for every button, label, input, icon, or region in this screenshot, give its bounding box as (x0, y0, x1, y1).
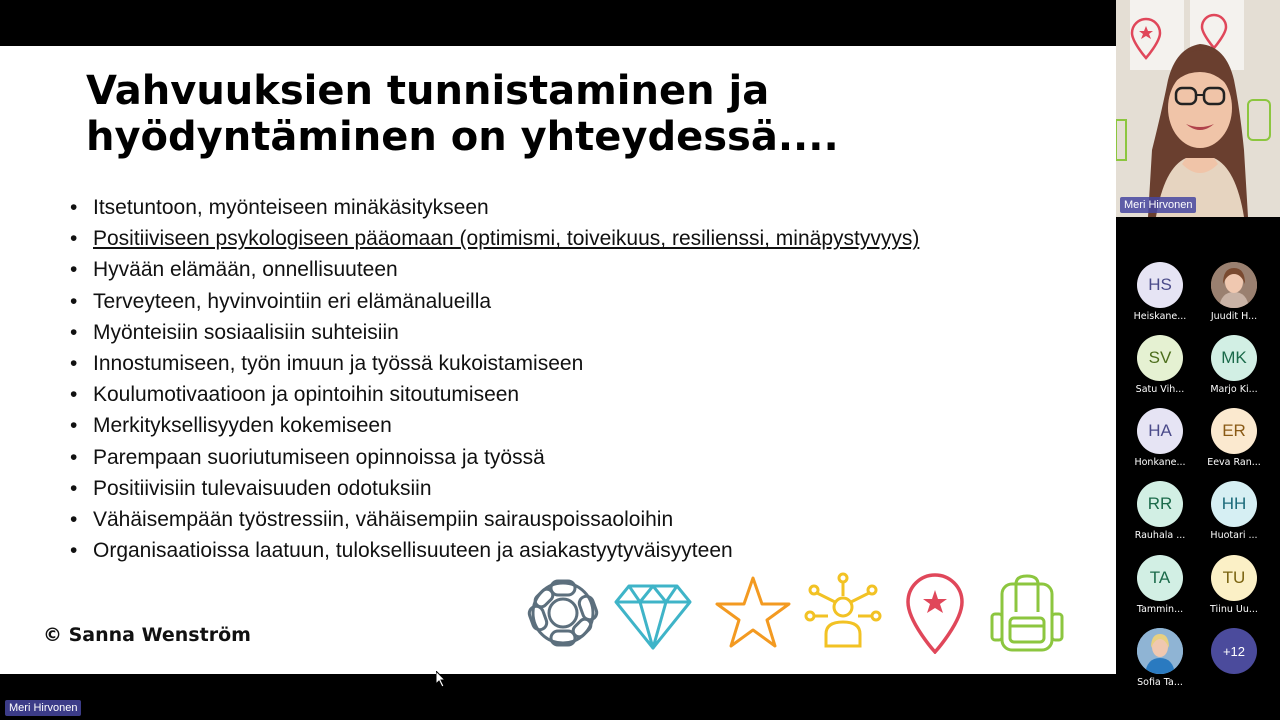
participant-avatar-photo (1211, 262, 1257, 308)
participant-avatar: TU (1211, 555, 1257, 601)
participant-avatar: TA (1137, 555, 1183, 601)
bullet-item: • Merkityksellisyyden kokemiseen (70, 410, 919, 441)
participant-avatar: SV (1137, 335, 1183, 381)
participant-avatar: HS (1137, 262, 1183, 308)
slide-title-line-1: Vahvuuksien tunnistaminen ja (86, 68, 770, 114)
participant-avatar: HH (1211, 481, 1257, 527)
bullet-item: • Myönteisiin sosiaalisiin suhteisiin (70, 317, 919, 348)
participants-panel (1116, 0, 1280, 720)
participant-name: Heiskane... (1133, 311, 1187, 322)
participant-name: Honkane... (1134, 457, 1186, 468)
participant-avatar: MK (1211, 335, 1257, 381)
presentation-slide (0, 46, 1116, 674)
participant-name: Rauhala ... (1134, 530, 1186, 541)
participant-avatar-photo (1137, 628, 1183, 674)
participant-tile[interactable] (1125, 555, 1195, 619)
backpack-icon (988, 572, 1066, 654)
copyright-text: © Sanna Wenström (43, 624, 251, 646)
participant-name: Juudit H... (1210, 311, 1258, 322)
bullet-item: • Positiivisiin tulevaisuuden odotuksiin (70, 473, 919, 504)
participant-tile[interactable] (1199, 481, 1269, 545)
bullet-item: • Vähäisempään työstressiin, vähäisempiin sairauspoissaoloihin (70, 504, 919, 535)
person-network-icon (804, 572, 882, 654)
bullet-item: • Innostumiseen, työn imuun ja työssä kukoistamiseen (70, 348, 919, 379)
bullet-item: • Itsetuntoon, myönteiseen minäkäsitykseen (70, 192, 919, 223)
map-pin-star-icon (896, 572, 974, 654)
star-icon (714, 572, 792, 654)
strength-icons-row (522, 572, 1082, 654)
person-photo-icon (1211, 262, 1257, 308)
participant-tile[interactable] (1125, 262, 1195, 326)
mouse-cursor-icon (436, 671, 446, 687)
participant-tile[interactable] (1125, 408, 1195, 472)
presenter-video-image (1116, 0, 1280, 217)
participant-tile[interactable] (1199, 262, 1269, 326)
person-photo-icon (1137, 628, 1183, 674)
participant-avatar: ER (1211, 408, 1257, 454)
chain-ring-icon (524, 572, 602, 654)
presenter-name-tag-bottom: Meri Hirvonen (5, 700, 81, 716)
participant-name: Huotari ... (1210, 530, 1258, 541)
bullet-item: • Positiiviseen psykologiseen pääomaan (optimismi, toiveikuus, resilienssi, minäpystyvyys) (70, 223, 919, 254)
slide-title-line-2: hyödyntäminen on yhteydessä.... (86, 114, 839, 160)
diamond-icon (614, 572, 692, 654)
participant-avatar: HA (1137, 408, 1183, 454)
participant-name: Satu Vih... (1135, 384, 1185, 395)
participant-tile[interactable] (1199, 408, 1269, 472)
participant-name: Tiinu Uu... (1210, 604, 1258, 615)
participant-tile[interactable] (1125, 481, 1195, 545)
more-participants-button[interactable] (1199, 628, 1269, 692)
slide-title (86, 68, 986, 160)
participant-tile[interactable] (1125, 335, 1195, 399)
presenter-name-tag: Meri Hirvonen (1120, 197, 1196, 213)
bullet-item: • Parempaan suoriutumiseen opinnoissa ja työssä (70, 442, 919, 473)
participant-name: Sofia Ta... (1137, 677, 1183, 688)
presenter-video[interactable] (1116, 0, 1280, 217)
bullet-list (70, 192, 919, 566)
participant-name: Marjo Ki... (1210, 384, 1258, 395)
bullet-item: • Hyvään elämään, onnellisuuteen (70, 254, 919, 285)
participant-name: Tammin... (1136, 604, 1184, 615)
participant-tile[interactable] (1125, 628, 1195, 692)
participant-tile[interactable] (1199, 335, 1269, 399)
participant-avatar: RR (1137, 481, 1183, 527)
bullet-item: • Koulumotivaatioon ja opintoihin sitoutumiseen (70, 379, 919, 410)
bullet-item: • Terveyteen, hyvinvointiin eri elämänalueilla (70, 286, 919, 317)
participant-name: Eeva Ran... (1207, 457, 1261, 468)
bullet-item: • Organisaatioissa laatuun, tuloksellisuuteen ja asiakastyytyväisyyteen (70, 535, 919, 566)
participant-tile[interactable] (1199, 555, 1269, 619)
more-participants-count: +12 (1211, 628, 1257, 674)
